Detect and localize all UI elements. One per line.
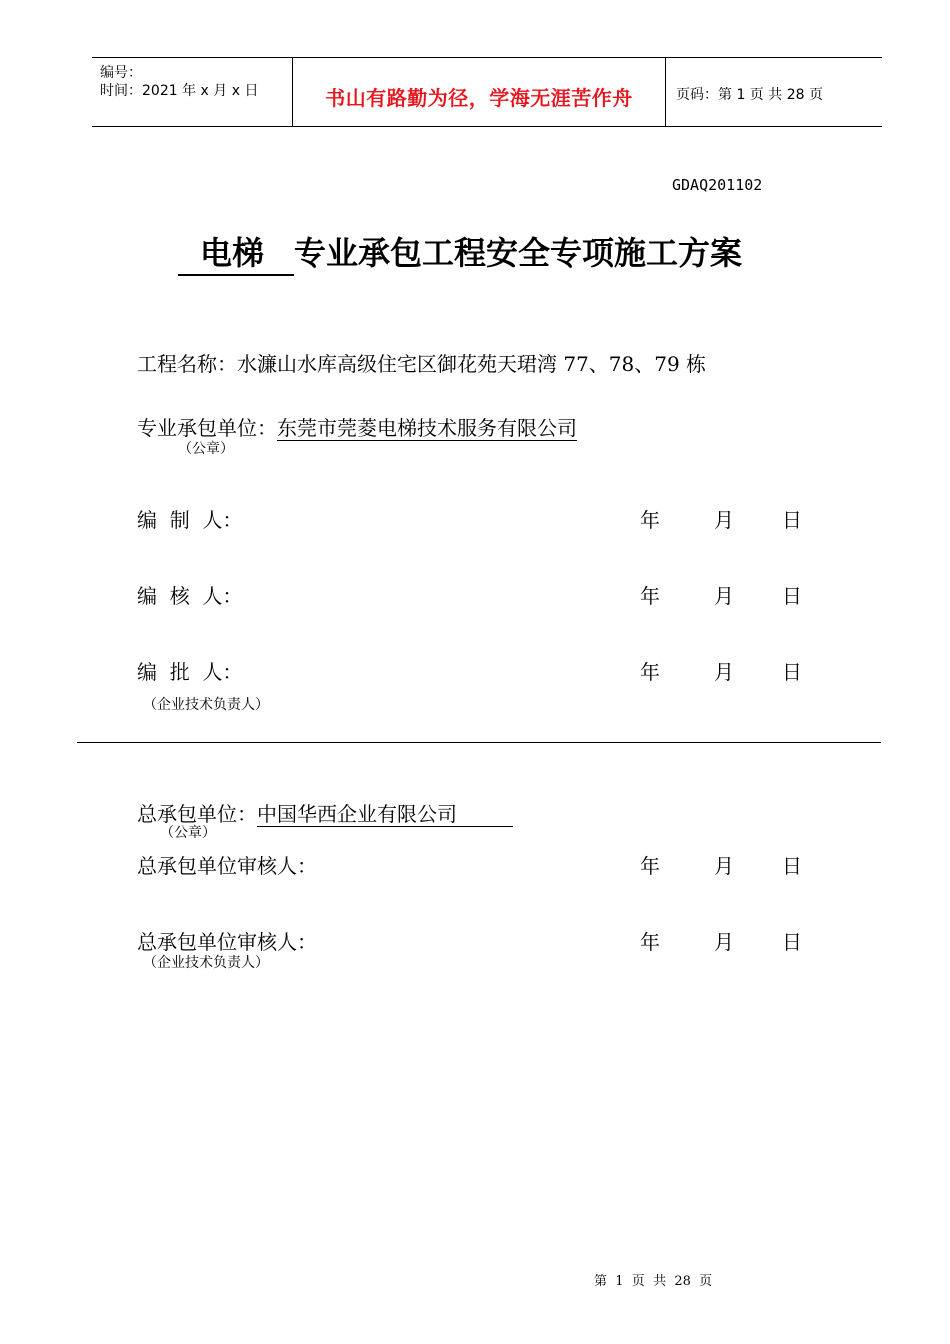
day-label: 日 bbox=[782, 584, 802, 608]
sub-contractor-value: 东莞市莞菱电梯技术服务有限公司 bbox=[277, 416, 577, 440]
day-label: 日 bbox=[782, 508, 802, 532]
reviewer-label-2: 总承包单位审核人： bbox=[137, 930, 317, 954]
month-label: 月 bbox=[714, 660, 734, 684]
day-label: 日 bbox=[782, 930, 802, 954]
project-row bbox=[137, 348, 706, 377]
date-approve bbox=[640, 656, 802, 685]
page-info: 页码：第 1 页 共 28 页 bbox=[676, 87, 823, 103]
date-check bbox=[640, 580, 802, 609]
signature-row-check bbox=[137, 580, 242, 609]
time-label: 时间：2021 年 x 月 x 日 bbox=[100, 83, 259, 99]
signature-label: 编 批 人： bbox=[137, 660, 243, 684]
reviewer-row-1 bbox=[137, 850, 317, 879]
month-label: 月 bbox=[714, 854, 734, 878]
sub-contractor-seal-note: （公章） bbox=[178, 441, 234, 457]
year-label: 年 bbox=[640, 660, 660, 684]
project-label: 工程名称： bbox=[137, 352, 237, 376]
general-contractor-value: 中国华西企业有限公司 bbox=[257, 802, 513, 827]
header-page-cell bbox=[666, 58, 882, 126]
doc-code: GDAQ201102 bbox=[672, 176, 763, 194]
reviewer-2-note: （企业技术负责人） bbox=[143, 955, 269, 971]
month-label: 月 bbox=[714, 930, 734, 954]
footer-text: 第 1 页 共 28 页 bbox=[594, 1274, 713, 1289]
signature-row-compile bbox=[137, 504, 242, 533]
approve-note: （企业技术负责人） bbox=[143, 697, 269, 713]
title-underlined: 电梯 bbox=[178, 228, 294, 276]
section-divider bbox=[77, 742, 881, 743]
year-label: 年 bbox=[640, 854, 660, 878]
date-reviewer-1 bbox=[640, 850, 802, 879]
month-label: 月 bbox=[714, 584, 734, 608]
page-title bbox=[178, 228, 742, 276]
project-value: 水濂山水库高级住宅区御花苑天珺湾 77、78、79 栋 bbox=[237, 352, 707, 376]
general-contractor-seal-note: （公章） bbox=[160, 825, 216, 841]
reviewer-row-2 bbox=[137, 926, 317, 955]
sub-contractor-label: 专业承包单位： bbox=[137, 416, 277, 440]
number-label: 编号： bbox=[100, 65, 142, 81]
header-meta-cell bbox=[92, 58, 293, 126]
sub-contractor-row bbox=[137, 412, 577, 441]
reviewer-label-1: 总承包单位审核人： bbox=[137, 854, 317, 878]
date-reviewer-2 bbox=[640, 926, 802, 955]
motto-text: 书山有路勤为径，学海无涯苦作舟 bbox=[325, 86, 633, 110]
header-table bbox=[92, 57, 882, 127]
year-label: 年 bbox=[640, 508, 660, 532]
date-compile bbox=[640, 504, 802, 533]
day-label: 日 bbox=[782, 854, 802, 878]
signature-label: 编 制 人： bbox=[137, 508, 243, 532]
day-label: 日 bbox=[782, 660, 802, 684]
month-label: 月 bbox=[714, 508, 734, 532]
signature-label: 编 核 人： bbox=[137, 584, 243, 608]
year-label: 年 bbox=[640, 584, 660, 608]
header-motto-cell bbox=[293, 58, 666, 126]
signature-row-approve bbox=[137, 656, 242, 685]
year-label: 年 bbox=[640, 930, 660, 954]
general-contractor-label: 总承包单位： bbox=[137, 802, 257, 826]
title-rest: 专业承包工程安全专项施工方案 bbox=[294, 234, 743, 272]
